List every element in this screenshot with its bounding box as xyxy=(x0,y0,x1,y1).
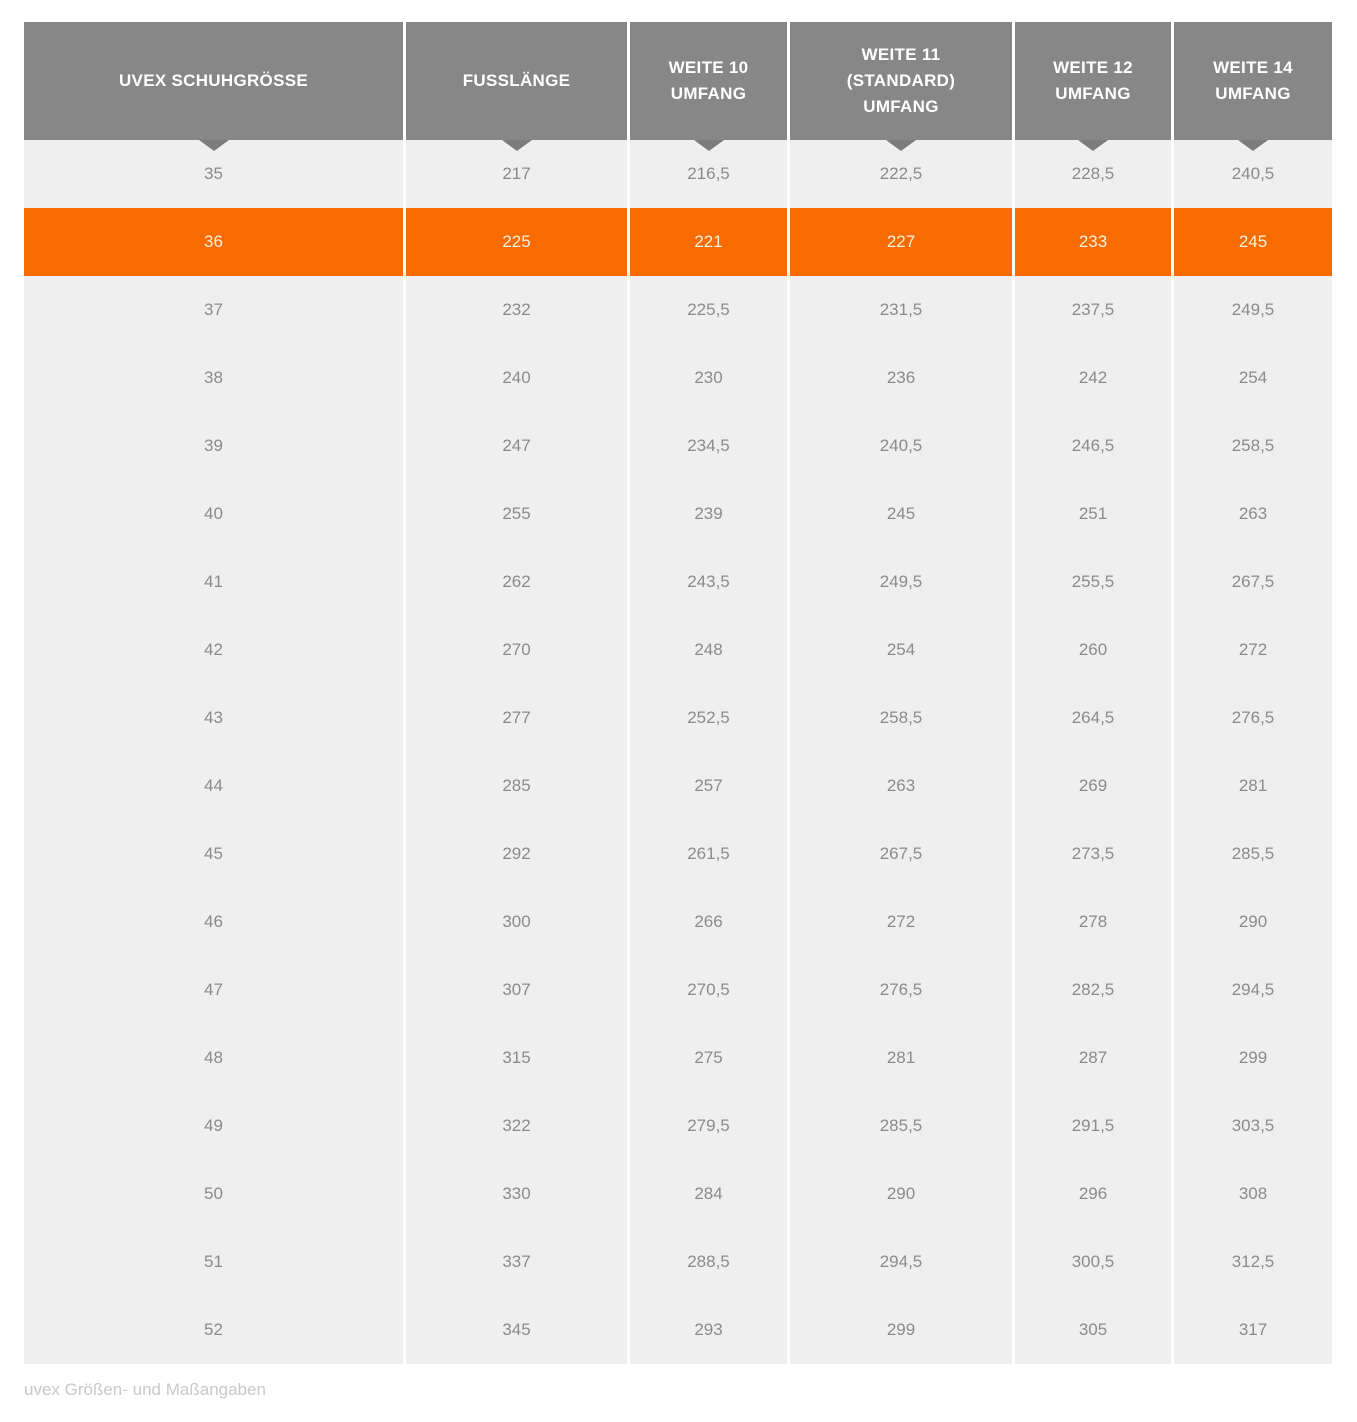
table-row-highlighted xyxy=(24,208,1332,276)
value-cell: 254 xyxy=(1174,344,1332,412)
value-cell: 270,5 xyxy=(630,956,787,1024)
size-cell: 36 xyxy=(24,208,403,276)
value-cell: 317 xyxy=(1174,1296,1332,1364)
table-caption: uvex Größen- und Maßangaben xyxy=(24,1380,266,1399)
value-cell: 294,5 xyxy=(790,1228,1012,1296)
column-header xyxy=(406,22,627,140)
size-cell: 49 xyxy=(24,1092,403,1160)
table-row xyxy=(24,616,1332,684)
value-cell: 273,5 xyxy=(1015,820,1171,888)
value-cell: 281 xyxy=(1174,752,1332,820)
value-cell: 299 xyxy=(790,1296,1012,1364)
size-cell: 35 xyxy=(24,140,403,208)
value-cell: 263 xyxy=(1174,480,1332,548)
value-cell: 252,5 xyxy=(630,684,787,752)
value-cell: 242 xyxy=(1015,344,1171,412)
column-header xyxy=(24,22,403,140)
table-row xyxy=(24,820,1332,888)
value-cell: 275 xyxy=(630,1024,787,1092)
value-cell: 303,5 xyxy=(1174,1092,1332,1160)
table-body xyxy=(24,140,1332,1364)
column-header xyxy=(1015,22,1171,140)
value-cell: 231,5 xyxy=(790,276,1012,344)
value-cell: 293 xyxy=(630,1296,787,1364)
value-cell: 232 xyxy=(406,276,627,344)
value-cell: 322 xyxy=(406,1092,627,1160)
value-cell: 249,5 xyxy=(1174,276,1332,344)
table-header-row xyxy=(24,22,1332,140)
value-cell: 267,5 xyxy=(790,820,1012,888)
table-row xyxy=(24,752,1332,820)
table-row xyxy=(24,1092,1332,1160)
size-cell: 52 xyxy=(24,1296,403,1364)
value-cell: 228,5 xyxy=(1015,140,1171,208)
value-cell: 257 xyxy=(630,752,787,820)
value-cell: 255 xyxy=(406,480,627,548)
value-cell: 243,5 xyxy=(630,548,787,616)
table-row xyxy=(24,1024,1332,1092)
header-arrow-icon xyxy=(199,140,229,151)
size-cell: 45 xyxy=(24,820,403,888)
value-cell: 263 xyxy=(790,752,1012,820)
value-cell: 240,5 xyxy=(790,412,1012,480)
column-header xyxy=(630,22,787,140)
value-cell: 281 xyxy=(790,1024,1012,1092)
column-header-label: WEITE 14 UMFANG xyxy=(1213,58,1293,103)
value-cell: 305 xyxy=(1015,1296,1171,1364)
column-header-label: WEITE 10 UMFANG xyxy=(668,58,749,103)
value-cell: 267,5 xyxy=(1174,548,1332,616)
value-cell: 345 xyxy=(406,1296,627,1364)
header-arrow-icon xyxy=(1238,140,1268,151)
size-cell: 50 xyxy=(24,1160,403,1228)
value-cell: 225,5 xyxy=(630,276,787,344)
table-row xyxy=(24,1228,1332,1296)
value-cell: 245 xyxy=(790,480,1012,548)
column-header xyxy=(1174,22,1332,140)
value-cell: 240,5 xyxy=(1174,140,1332,208)
value-cell: 299 xyxy=(1174,1024,1332,1092)
value-cell: 236 xyxy=(790,344,1012,412)
table-row xyxy=(24,956,1332,1024)
value-cell: 307 xyxy=(406,956,627,1024)
column-header-label: WEITE 12 UMFANG xyxy=(1053,58,1133,103)
value-cell: 296 xyxy=(1015,1160,1171,1228)
table-row xyxy=(24,480,1332,548)
size-cell: 51 xyxy=(24,1228,403,1296)
value-cell: 270 xyxy=(406,616,627,684)
table-row xyxy=(24,276,1332,344)
header-arrow-icon xyxy=(886,140,916,151)
value-cell: 216,5 xyxy=(630,140,787,208)
column-header-label: FUSSLÄNGE xyxy=(462,71,571,90)
value-cell: 294,5 xyxy=(1174,956,1332,1024)
value-cell: 337 xyxy=(406,1228,627,1296)
value-cell: 284 xyxy=(630,1160,787,1228)
value-cell: 258,5 xyxy=(1174,412,1332,480)
size-cell: 44 xyxy=(24,752,403,820)
value-cell: 254 xyxy=(790,616,1012,684)
value-cell: 285,5 xyxy=(790,1092,1012,1160)
value-cell: 249,5 xyxy=(790,548,1012,616)
size-cell: 46 xyxy=(24,888,403,956)
value-cell: 251 xyxy=(1015,480,1171,548)
value-cell: 288,5 xyxy=(630,1228,787,1296)
size-cell: 47 xyxy=(24,956,403,1024)
value-cell: 262 xyxy=(406,548,627,616)
value-cell: 308 xyxy=(1174,1160,1332,1228)
value-cell: 217 xyxy=(406,140,627,208)
value-cell: 247 xyxy=(406,412,627,480)
value-cell: 222,5 xyxy=(790,140,1012,208)
size-cell: 40 xyxy=(24,480,403,548)
header-arrow-icon xyxy=(694,140,724,151)
value-cell: 233 xyxy=(1015,208,1171,276)
value-cell: 330 xyxy=(406,1160,627,1228)
value-cell: 312,5 xyxy=(1174,1228,1332,1296)
value-cell: 290 xyxy=(1174,888,1332,956)
size-cell: 42 xyxy=(24,616,403,684)
value-cell: 258,5 xyxy=(790,684,1012,752)
value-cell: 285 xyxy=(406,752,627,820)
size-cell: 38 xyxy=(24,344,403,412)
value-cell: 255,5 xyxy=(1015,548,1171,616)
size-table xyxy=(24,22,1332,1400)
value-cell: 290 xyxy=(790,1160,1012,1228)
table-row xyxy=(24,684,1332,752)
table-row xyxy=(24,888,1332,956)
value-cell: 225 xyxy=(406,208,627,276)
value-cell: 276,5 xyxy=(790,956,1012,1024)
value-cell: 279,5 xyxy=(630,1092,787,1160)
size-cell: 39 xyxy=(24,412,403,480)
value-cell: 269 xyxy=(1015,752,1171,820)
value-cell: 282,5 xyxy=(1015,956,1171,1024)
column-header xyxy=(790,22,1012,140)
header-arrow-icon xyxy=(502,140,532,151)
header-arrow-icon xyxy=(1078,140,1108,151)
value-cell: 261,5 xyxy=(630,820,787,888)
value-cell: 240 xyxy=(406,344,627,412)
table-row xyxy=(24,548,1332,616)
value-cell: 266 xyxy=(630,888,787,956)
value-cell: 260 xyxy=(1015,616,1171,684)
value-cell: 246,5 xyxy=(1015,412,1171,480)
value-cell: 237,5 xyxy=(1015,276,1171,344)
value-cell: 272 xyxy=(790,888,1012,956)
value-cell: 278 xyxy=(1015,888,1171,956)
table-row xyxy=(24,412,1332,480)
size-cell: 41 xyxy=(24,548,403,616)
size-cell: 37 xyxy=(24,276,403,344)
value-cell: 276,5 xyxy=(1174,684,1332,752)
value-cell: 292 xyxy=(406,820,627,888)
size-cell: 48 xyxy=(24,1024,403,1092)
value-cell: 264,5 xyxy=(1015,684,1171,752)
value-cell: 227 xyxy=(790,208,1012,276)
value-cell: 245 xyxy=(1174,208,1332,276)
value-cell: 234,5 xyxy=(630,412,787,480)
table-row xyxy=(24,344,1332,412)
table-row xyxy=(24,1296,1332,1364)
table-row xyxy=(24,1160,1332,1228)
value-cell: 291,5 xyxy=(1015,1092,1171,1160)
value-cell: 230 xyxy=(630,344,787,412)
value-cell: 300,5 xyxy=(1015,1228,1171,1296)
value-cell: 315 xyxy=(406,1024,627,1092)
column-header-label: WEITE 11 (STANDARD) UMFANG xyxy=(846,45,956,116)
value-cell: 239 xyxy=(630,480,787,548)
value-cell: 277 xyxy=(406,684,627,752)
value-cell: 300 xyxy=(406,888,627,956)
value-cell: 287 xyxy=(1015,1024,1171,1092)
value-cell: 272 xyxy=(1174,616,1332,684)
size-cell: 43 xyxy=(24,684,403,752)
value-cell: 248 xyxy=(630,616,787,684)
column-header-label: UVEX SCHUHGRÖSSE xyxy=(118,71,308,90)
value-cell: 285,5 xyxy=(1174,820,1332,888)
value-cell: 221 xyxy=(630,208,787,276)
